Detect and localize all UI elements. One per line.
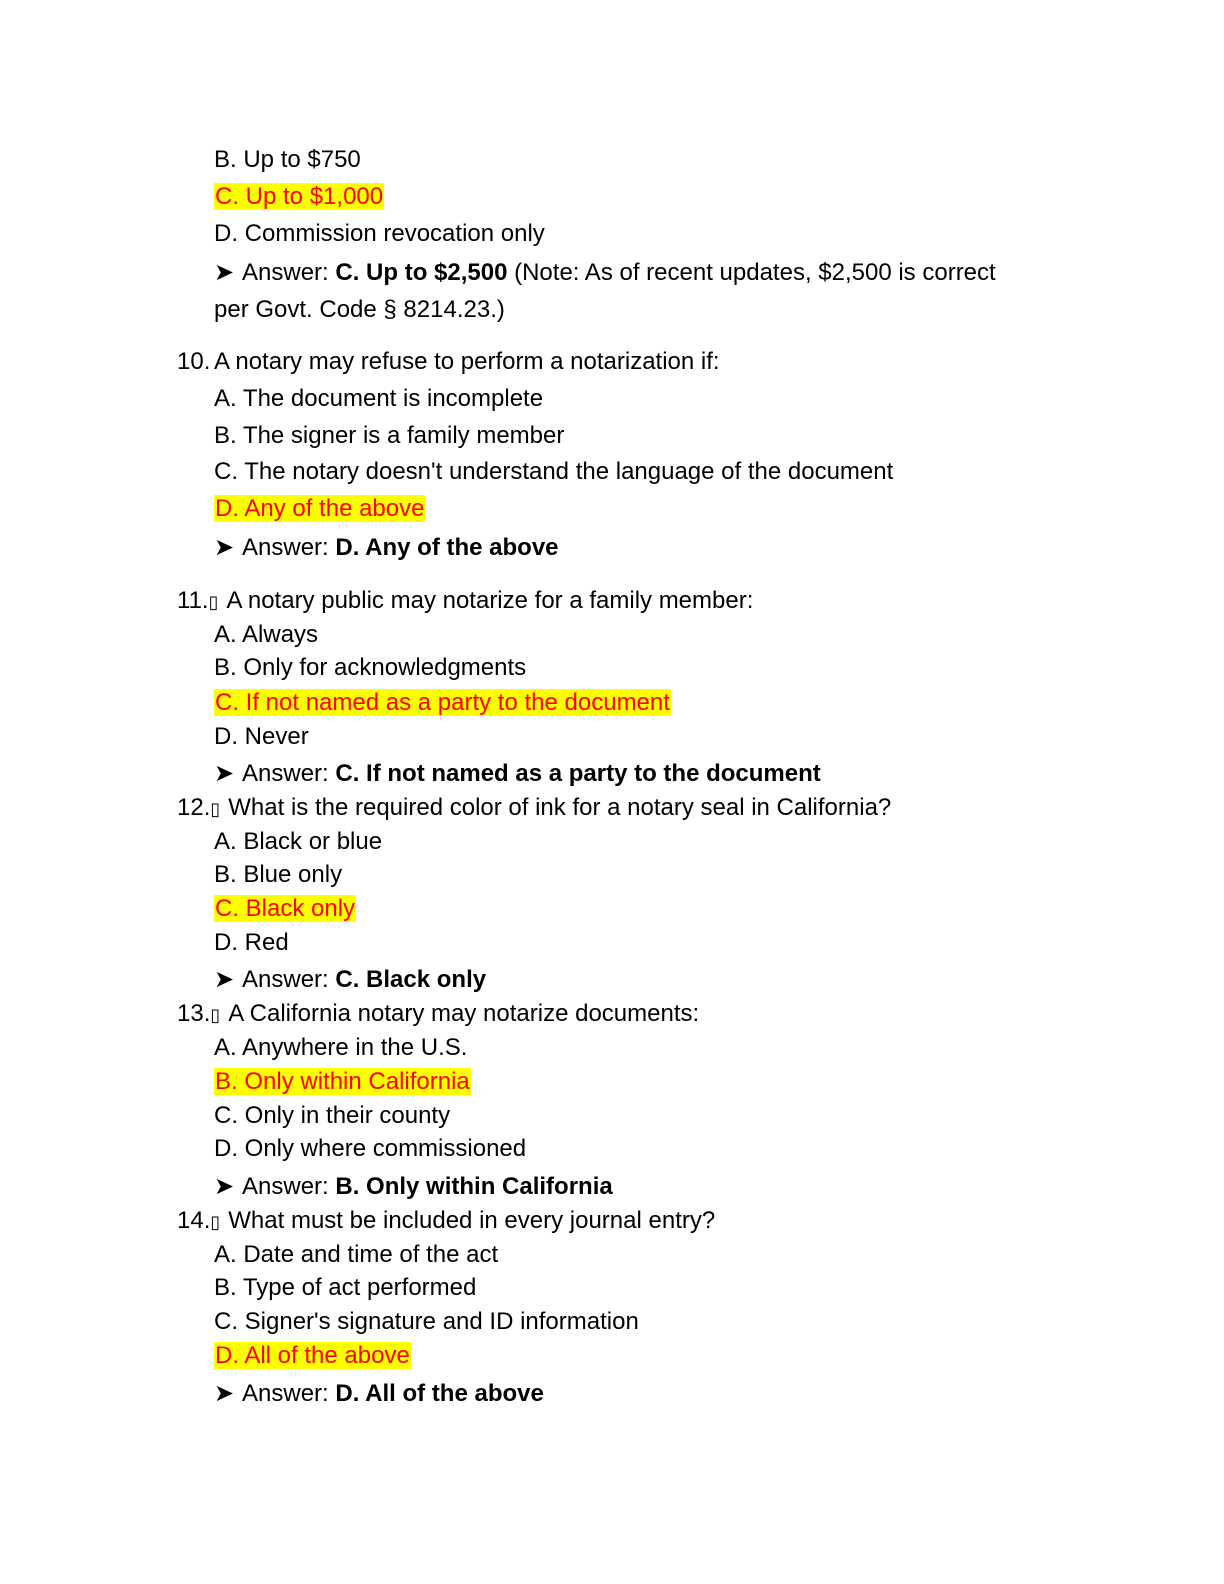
answer-text: B. Only within California xyxy=(335,1173,613,1200)
q13-option-b-highlighted xyxy=(214,1067,471,1097)
number-text: 11. xyxy=(177,587,209,614)
q11-option-c-highlighted xyxy=(214,688,671,718)
arrow-icon: ➤ xyxy=(214,1380,235,1407)
q12-answer xyxy=(214,965,486,995)
number-text: 14. xyxy=(177,1207,211,1234)
missing-glyph-icon: ▯ xyxy=(210,1212,221,1233)
answer-prefix: Answer: xyxy=(242,259,336,286)
q14-option-b: B. Type of act performed xyxy=(214,1274,477,1301)
missing-glyph-icon: ▯ xyxy=(210,1005,221,1026)
highlight: C. Black only xyxy=(215,895,356,922)
q10-option-a: A. The document is incomplete xyxy=(214,385,544,412)
answer-text: C. Up to $2,500 xyxy=(335,259,508,286)
arrow-icon: ➤ xyxy=(214,966,235,993)
q11-option-a: A. Always xyxy=(214,621,319,648)
q13-number xyxy=(177,999,699,1031)
q9-answer-note-continued: per Govt. Code § 8214.23.) xyxy=(214,296,505,323)
arrow-icon: ➤ xyxy=(214,534,235,561)
highlight: D. All of the above xyxy=(215,1342,410,1369)
answer-prefix: Answer: xyxy=(242,966,336,993)
answer-prefix: Answer: xyxy=(242,1173,336,1200)
q12-number xyxy=(177,793,891,825)
q10-option-d-highlighted xyxy=(214,494,425,524)
number-text: 13. xyxy=(177,1000,211,1027)
q14-question: What must be included in every journal entry? xyxy=(228,1207,716,1234)
highlight: D. Any of the above xyxy=(215,495,425,522)
q9-option-c-highlighted xyxy=(214,182,384,212)
q12-option-a: A. Black or blue xyxy=(214,828,383,855)
highlight: B. Only within California xyxy=(215,1068,470,1095)
arrow-icon: ➤ xyxy=(214,259,235,286)
highlight: C. If not named as a party to the document xyxy=(215,689,670,716)
q14-answer xyxy=(214,1379,544,1409)
answer-text: C. If not named as a party to the document xyxy=(335,760,821,787)
q13-question: A California notary may notarize documents: xyxy=(228,1000,700,1027)
q9-option-b: B. Up to $750 xyxy=(214,146,361,173)
q9-answer xyxy=(214,258,996,288)
answer-text: D. Any of the above xyxy=(335,534,559,561)
answer-prefix: Answer: xyxy=(242,534,336,561)
q12-question: What is the required color of ink for a notary seal in California? xyxy=(228,794,892,821)
answer-text: D. All of the above xyxy=(335,1380,544,1407)
q13-option-a: A. Anywhere in the U.S. xyxy=(214,1034,468,1061)
q11-number xyxy=(177,586,753,618)
q14-option-a: A. Date and time of the act xyxy=(214,1241,499,1268)
q13-answer xyxy=(214,1172,613,1202)
q10-question: A notary may refuse to perform a notarization if: xyxy=(214,348,720,375)
number-text: 12. xyxy=(177,794,211,821)
answer-prefix: Answer: xyxy=(242,760,336,787)
q10-option-c: C. The notary doesn't understand the language of the document xyxy=(214,458,894,485)
q13-option-c: C. Only in their county xyxy=(214,1102,451,1129)
answer-text: C. Black only xyxy=(335,966,487,993)
q12-option-c-highlighted xyxy=(214,894,356,924)
q11-answer xyxy=(214,759,821,789)
q10-answer xyxy=(214,533,559,563)
arrow-icon: ➤ xyxy=(214,760,235,787)
q10-number: 10. xyxy=(177,348,211,375)
answer-prefix: Answer: xyxy=(242,1380,336,1407)
q10-option-b: B. The signer is a family member xyxy=(214,422,565,449)
q14-option-c: C. Signer's signature and ID information xyxy=(214,1308,639,1335)
q11-question: A notary public may notarize for a family member: xyxy=(226,587,754,614)
highlight: C. Up to $1,000 xyxy=(215,183,384,210)
q13-option-d: D. Only where commissioned xyxy=(214,1135,527,1162)
q11-option-b: B. Only for acknowledgments xyxy=(214,654,527,681)
q14-option-d-highlighted xyxy=(214,1341,411,1371)
missing-glyph-icon: ▯ xyxy=(208,592,219,613)
q14-number xyxy=(177,1206,715,1238)
q12-option-b: B. Blue only xyxy=(214,861,343,888)
q11-option-d: D. Never xyxy=(214,723,309,750)
missing-glyph-icon: ▯ xyxy=(210,799,221,820)
q9-option-d: D. Commission revocation only xyxy=(214,220,545,247)
answer-note: (Note: As of recent updates, $2,500 is correct xyxy=(507,259,996,286)
arrow-icon: ➤ xyxy=(214,1173,235,1200)
q12-option-d: D. Red xyxy=(214,929,289,956)
